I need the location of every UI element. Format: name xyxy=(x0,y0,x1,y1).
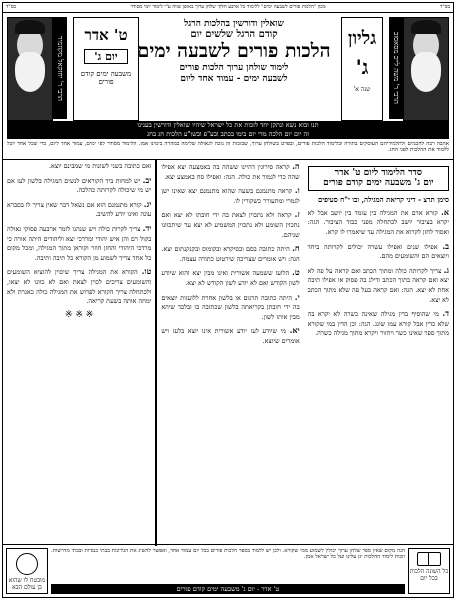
list-item: יד. צריך לקרות כולה ויש שנהגו לומר ארבעה פסוקי גאולה בקול רם והן איש יהודי ומרדכי יצא וליהודים היתה אורה כי מרדכי היהודי והחזן חוזר וקוראן מתוך המגילה, ומכל מקום כל אחד צריך לשמוע מן הקורא כל תיבה ותיבה. xyxy=(7,222,152,262)
issue-year: שנה א' xyxy=(353,86,371,93)
schedule-title: סדר הלימוד ליום ט' אדר xyxy=(334,168,422,178)
globe-icon xyxy=(16,553,38,575)
schedule-subtitle: יום ג' משבעה ימים קודם פורים xyxy=(323,177,434,188)
slogan-line1: תנו ובוא נשא ונתקן יחד לזכות את כל ישראל שיהיו שואלין ודורשין בענינו xyxy=(137,121,319,129)
rabbi-portrait-left xyxy=(7,17,53,121)
bsd-right: בס"ד xyxy=(440,4,450,10)
column-intro: ואם כתובה בשני לשונות מי שמבינם יוצא. xyxy=(49,162,152,170)
list-item: ז. קראה ולא נתכוין לצאת בה ידי חובתו לא יצא ואם נתכוין השומע ולא נתכוין המשמיע לא יצא עד שיתכוונו שניהם. xyxy=(161,209,300,239)
column-middle xyxy=(156,160,303,546)
list-item: טו. הקורא את המגילה צריך שיכוין להוציא השומעים והשומעים צריכים לכוין לצאת ואם לא כוונו לא יצאו, ולכתחלה צריך הקורא לפרוש את המגילה כולה כאגרת ולא ימחה אותה בשעת קריאה. xyxy=(7,266,152,306)
content-columns xyxy=(3,160,453,546)
list-item: ד. מי שהוסיף בדין מגילה שאינה כשרה לא יקרא בה שלא כדין אבל קורא עמו שוגג. הגה: וכן הדין במי שקורא מתוך ספר שאינו כשר ויחזור ויקרא מתוך מגילה כשרה. xyxy=(307,308,449,338)
footer xyxy=(3,544,453,597)
top-banner xyxy=(3,3,453,13)
rabbi-portrait-right xyxy=(403,17,449,121)
footer-text: הגה מקום שאין ספר שלחן ערוך יכולין לשמוע ממי שקורא. ולכן יש ללמוד בספר הלכות פורים בכל יום עמוד אחד, ואפשר להשיג את הגליונות בבתי כנסיות ובבתי מדרשות. וזכות לימוד ההלכות יגן עלינו ועל כל ישראל אמן. xyxy=(51,548,405,561)
bsd-left: בס"ד xyxy=(6,4,16,10)
footer-bar: ט' אדר - יום ג' משבעה ימים קודם פורים xyxy=(51,584,405,594)
study-schedule-box xyxy=(308,166,449,191)
column-left xyxy=(3,160,156,546)
list-item: ט. הלועז ששמעה אשורית ואינו מבין יצא והוא שיודע לשון הקודש ואם לא יודע לשון הקודש לא יצא. xyxy=(161,267,300,287)
book-icon xyxy=(417,552,441,566)
list-item: יב. יש למחות ביד הקוראים לנשים המגילה בלשון לעז אם יש מי שיכולה לקרותה כהלכה. xyxy=(7,174,152,195)
masthead-line4: לימוד שולחן ערוך הלכות פורים xyxy=(179,63,289,73)
list-item: ג. צריך לקרותה כולה ומתוך הכתב ואם קראה על פה לא יצא ואם קראה בתוך הכתב ודילג בה פסוק או אפילו תיבה אחת לא יצא. הגה: ואם קראה בעל פה שלא מתוך הכתב לא יצא. xyxy=(307,264,449,304)
rabbi-name-left: הרבי ר' יחזקאל מקוזמיר xyxy=(53,17,67,119)
date-sub: משבעה ימים קודם פורים xyxy=(80,70,132,86)
issue-number: ג' xyxy=(355,55,369,79)
list-item: י. היתה כתובה תרגום או בלשון אחרת ללועזות יוצאים בה ידי חובתן בקריאתה בלשון שכתובה בו ובלבד שיהא מבין אותו לשון. xyxy=(161,291,300,321)
date-main: ט' אדר xyxy=(84,26,128,44)
list-item: ח. היתה כתובה בסם ובסיקרא ובקומוס ובקנקנתום יצא. הגה: ויש אומרים שצריכה שירטוט כתורה עצמה. xyxy=(161,243,300,263)
issue-number-box xyxy=(341,17,383,121)
masthead-title: הלכות פורים לשבעה ימים xyxy=(137,40,331,62)
issue-label: גליון xyxy=(347,28,377,49)
footer-box-left-text: מובטח לו שהוא בן עולם הבא xyxy=(8,577,46,591)
footer-box-right xyxy=(408,548,450,594)
masthead xyxy=(129,17,339,119)
list-item: ב. אפילו שנים ואפילו עשרה יכולים לקרותה ביחד ויוצאים הם והשומעים מהם. xyxy=(307,240,449,261)
column-right xyxy=(304,160,453,546)
list-item: יא. מי שיודע לעז יודע אשורית אינו יוצא בלעז ויש אומרים שיוצא. xyxy=(161,325,300,345)
slogan-line2: זה יום יום הלכה מדי יום בימו בכתב ובע"פ ובשו"ע הלכות חג בחג xyxy=(146,130,310,138)
siman-heading: סימן תרצ - דיני קריאת המגילה, ובו י"ח סעיפים xyxy=(317,195,449,205)
masthead-line5: לשבעה ימים - עמוד אחד ליום xyxy=(180,74,288,84)
date-day: יום ג' xyxy=(84,49,128,64)
top-line-text: מכון "הלכות פורים לשבעה ימים" ללימוד כל ארבע חלקי שלחן ערוך באופן שווה ע"י לימוד יומי מסודר xyxy=(130,4,326,10)
rabbi-name-right: הרבי ר' משה לייב מסאסוב xyxy=(389,17,403,119)
intro-paragraph: אהבה רבה לחכמים ולתלמידיהם העוסקים בתורה ובלימוד הלכות פורים, ובפרט בשולחן ערוך, שבזכות זה נזכה לגאולה שלימה במהרה בימינו אמן. הלימוד מסודר לפי ימים, עמוד אחד ליום, כדי שכל אחד יוכל ללמוד את ההלכות לפני החג. xyxy=(7,141,449,153)
date-box xyxy=(73,17,139,121)
bulletin-page xyxy=(2,2,454,598)
list-item: א. קורא אדם את המגילה בין עומד בין יושב אבל לא יקרא בציבור יושב לכתחלה מפני כבוד הציבור. הגה: ואסור לחזן לקרוא את המגילה עד שיאמרו לו קרא. xyxy=(307,206,449,236)
masthead-line2: קודם הרגל שלשים יום xyxy=(190,29,278,40)
footer-box-left xyxy=(6,548,48,594)
footer-box-right-text: כל השונה הלכות בכל יום xyxy=(409,568,449,582)
header xyxy=(3,13,453,160)
list-item: ו. קראה מתנמנם בשעה שהוא מתנמנם יצא שאינו ישן לגמרי ומתעורר כשקורין לו. xyxy=(161,185,300,205)
slogan-bar xyxy=(7,121,449,139)
list-item: ה. קראה סירוגין דהיינו ששהה בה באמצעה יצא אפילו שהה כדי לגמור את כולה. הגה: ואפילו סח באמצע יצא. xyxy=(161,161,300,181)
masthead-line1: שואלין ודורשין בהלכות הרגל xyxy=(184,19,284,29)
list-item: יג. קורא מתנמנם הוא אם נשאל דבר שאין צריך לו בסברא עונה ואינו יודע להשיב. xyxy=(7,198,152,219)
section-end-stars: ※ ※ ※ xyxy=(64,309,94,320)
